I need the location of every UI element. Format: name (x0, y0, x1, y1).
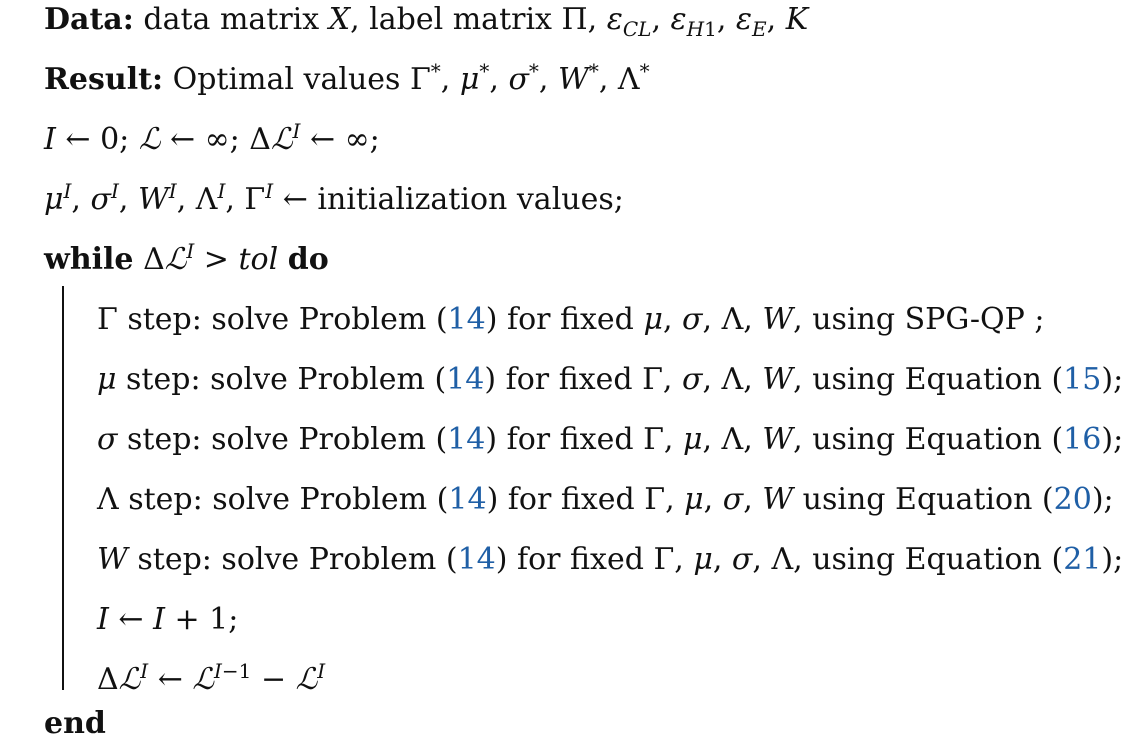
step-lambda-line: Λ step: solve Problem (14) for fixed Γ, μ, σ, W using Equation (20); (97, 482, 1114, 517)
do-keyword: do (287, 242, 329, 277)
equation-ref-link[interactable]: 14 (447, 302, 486, 337)
result-description: Optimal values Γ*, μ*, σ*, W*, Λ* (172, 59, 650, 97)
step-w-line: W step: solve Problem (14) for fixed Γ, μ, σ, Λ, using Equation (21); (97, 542, 1123, 577)
equation-ref-link[interactable]: 14 (447, 422, 486, 457)
step-gamma-line: Γ step: solve Problem (14) for fixed μ, σ, Λ, W, using SPG-QP ; (97, 302, 1045, 337)
delta-update-line: Δℒ$^I$ ← ℒ$^{I-1}$ − ℒ$^I$ (97, 659, 326, 697)
end-keyword: end (44, 706, 106, 741)
increment-line: I ← I + 1; (97, 602, 239, 637)
result-label: Result: (44, 62, 164, 97)
equation-ref-link[interactable]: 14 (457, 542, 496, 577)
data-label: Data: (44, 2, 134, 37)
equation-ref-link[interactable]: 14 (446, 362, 485, 397)
init-values-line: $\mu^I$, $\sigma^I$, $W^I$, $\Lambda^I$, $\Gamma^I$ ← initialization values; (44, 179, 624, 217)
result-line (44, 60, 650, 100)
step-sigma-line: σ step: solve Problem (14) for fixed Γ, μ, Λ, W, using Equation (16); (97, 422, 1123, 457)
equation-ref-link[interactable]: 21 (1063, 542, 1102, 577)
equation-ref-link[interactable]: 15 (1063, 362, 1102, 397)
init-counter-line: I ← 0; ℒ ← ∞; Δℒ$^I$ ← ∞; (44, 119, 380, 157)
loop-body-bar (62, 286, 64, 690)
equation-ref-link[interactable]: 14 (448, 482, 487, 517)
while-line: while Δℒ$^I$ > tol do (44, 239, 329, 277)
data-line (44, 0, 808, 40)
equation-ref-link[interactable]: 20 (1053, 482, 1092, 517)
equation-ref-link[interactable]: 16 (1063, 422, 1102, 457)
step-mu-line: μ step: solve Problem (14) for fixed Γ, σ, Λ, W, using Equation (15); (97, 362, 1123, 397)
data-description: data matrix X, label matrix Π, $\varepsilon_{CL}$, $\varepsilon_{H1}$, $\varepsilon_E$, K (143, 2, 809, 41)
while-keyword: while (44, 242, 134, 277)
